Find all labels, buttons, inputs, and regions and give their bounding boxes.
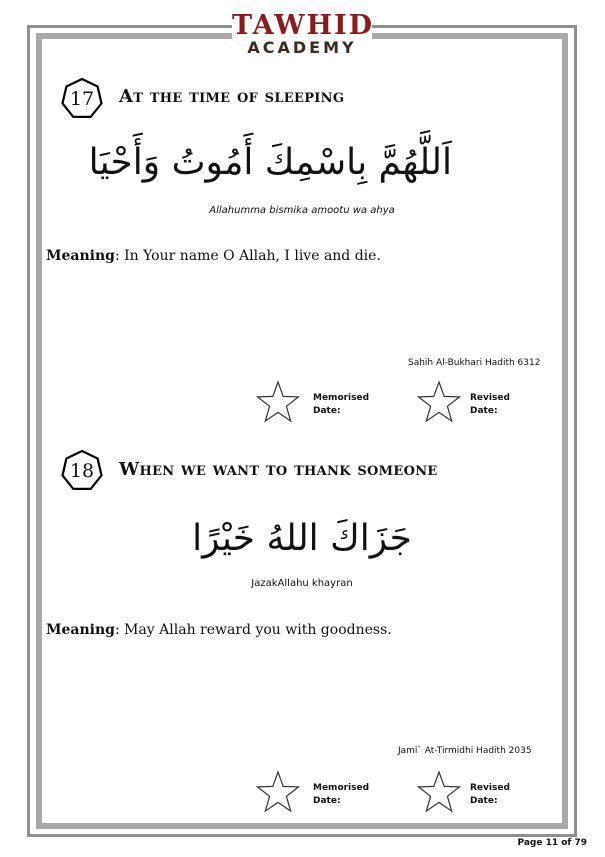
memorised-label: Memorised Date: xyxy=(313,393,370,416)
dua-heading: When we want to thank someone xyxy=(119,459,438,480)
dua-meaning xyxy=(46,622,392,638)
hadith-reference: Sahih Al-Bukhari Hadith 6312 xyxy=(408,358,541,368)
dua-number-badge xyxy=(60,77,104,121)
logo-title: TAWHID xyxy=(232,10,375,41)
revised-star-icon[interactable] xyxy=(417,770,461,814)
meaning-label: Meaning xyxy=(46,248,115,264)
dua-number: 18 xyxy=(69,460,95,482)
dua-number: 17 xyxy=(69,88,95,110)
dua-meaning xyxy=(46,248,381,264)
meaning-text: : In Your name O Allah, I live and die. xyxy=(114,248,381,264)
revised-label: Revised Date: xyxy=(470,393,510,416)
dua-transliteration: JazakAllahu khayran xyxy=(251,578,353,589)
dua-transliteration: Allahumma bismika amootu wa ahya xyxy=(209,205,395,216)
revised-star-icon[interactable] xyxy=(417,380,461,424)
dua-heading: At the time of sleeping xyxy=(119,86,345,107)
hadith-reference: Jami` At-Tirmidhi Hadith 2035 xyxy=(398,746,532,756)
logo-subtitle: ACADEMY xyxy=(247,38,357,57)
meaning-label: Meaning xyxy=(46,622,115,638)
memorised-star-icon[interactable] xyxy=(256,380,300,424)
memorised-star-icon[interactable] xyxy=(256,770,300,814)
dua-number-badge xyxy=(60,449,104,493)
revised-label: Revised Date: xyxy=(470,783,510,806)
meaning-text: : May Allah reward you with goodness. xyxy=(114,622,392,638)
memorised-label: Memorised Date: xyxy=(313,783,370,806)
dua-arabic: اَللَّهُمَّ بِاسْمِكَ أَمُوتُ وَأَحْيَا xyxy=(88,142,452,183)
dua-arabic: جَزَاكَ اللهُ خَيْرًا xyxy=(192,518,412,559)
page-number: Page 11 of 79 xyxy=(517,838,587,848)
academy-logo xyxy=(232,10,375,58)
